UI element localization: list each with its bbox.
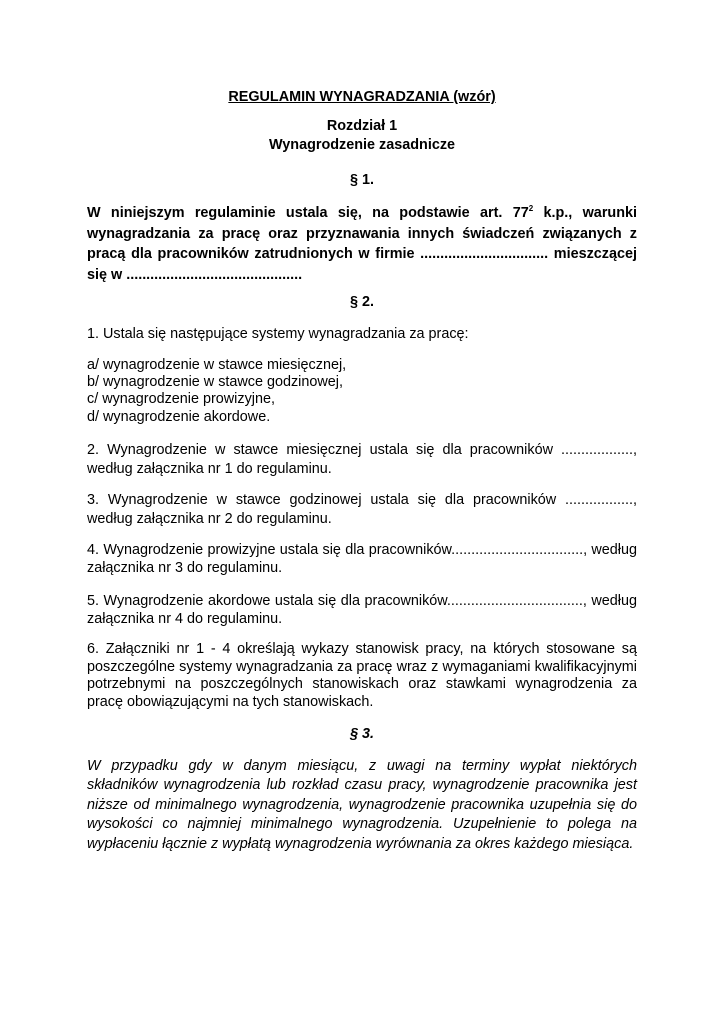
section-2-heading: § 2. — [349, 294, 374, 310]
section-1-text-start: W niniejszym regulaminie ustala się, na podstawie art. 77 — [87, 205, 529, 221]
section-3-heading: § 3. — [349, 726, 374, 742]
list-item: c/ wynagrodzenie prowizyjne, — [87, 391, 275, 408]
chapter-subtitle: Wynagrodzenie zasadnicze — [268, 137, 456, 153]
section-2-point-2: 2. Wynagrodzenie w stawce miesięcznej ustala się dla pracowników .................., według załącznika nr 1 do regulaminu. — [87, 442, 637, 477]
document-title: REGULAMIN WYNAGRADZANIA (wzór) — [228, 89, 496, 105]
document-page — [87, 0, 637, 1024]
section-1-heading: § 1. — [349, 172, 374, 188]
list-item: d/ wynagrodzenie akordowe. — [87, 408, 271, 425]
payment-systems-list — [87, 357, 637, 426]
section-2-point-1: 1. Ustala się następujące systemy wynagradzania za pracę: — [87, 326, 469, 342]
section-2-point-3: 3. Wynagrodzenie w stawce godzinowej ustala się dla pracowników ................., według załącznika nr 2 do regulaminu. — [87, 492, 637, 527]
list-item: a/ wynagrodzenie w stawce miesięcznej, — [87, 357, 347, 373]
section-3-paragraph: W przypadku gdy w danym miesiącu, z uwagi na terminy wypłat niektórych składników wynagrodzenia lub rozkład czasu pracy, wynagrodzenie pracownika jest niższe od minimalnego wynagrodzenia, wynagrodzenie pracownika uzupełnia się do wysokości co najmniej minimalnego wynagrodzenia. Uzupełnienie to polega na wypłaceniu łącznie z wypłatą wynagrodzenia wyrównania za okres każdego miesiąca. — [87, 758, 637, 852]
list-item: b/ wynagrodzenie w stawce godzinowej, — [87, 374, 343, 391]
section-2-point-6: 6. Załączniki nr 1 - 4 określają wykazy stanowisk pracy, na których stosowane są poszczególne systemy wynagradzania za pracę wraz z wymaganiami kwalifikacyjnymi potrzebnymi na poszczególnych stanowiskach oraz stawkami wynagrodzenia za pracę obowiązującymi na tych stanowiskach. — [87, 641, 637, 710]
section-1-text-end: k.p., warunki wynagradzania za pracę oraz przyznawania innych świadczeń związanych z pracą dla pracowników zatrudnionych w firmie ................................ mieszczącej się w ............................................ — [87, 205, 637, 283]
article-superscript: 2 — [528, 204, 534, 213]
chapter-heading: Rozdział 1 — [326, 118, 398, 134]
section-1-paragraph — [87, 203, 637, 285]
section-2-point-5: 5. Wynagrodzenie akordowe ustala się dla pracowników.................................., według załącznika nr 4 do regulaminu. — [87, 593, 637, 627]
section-2-point-4: 4. Wynagrodzenie prowizyjne ustala się dla pracowników................................., według załącznika nr 3 do regulaminu. — [87, 542, 637, 576]
